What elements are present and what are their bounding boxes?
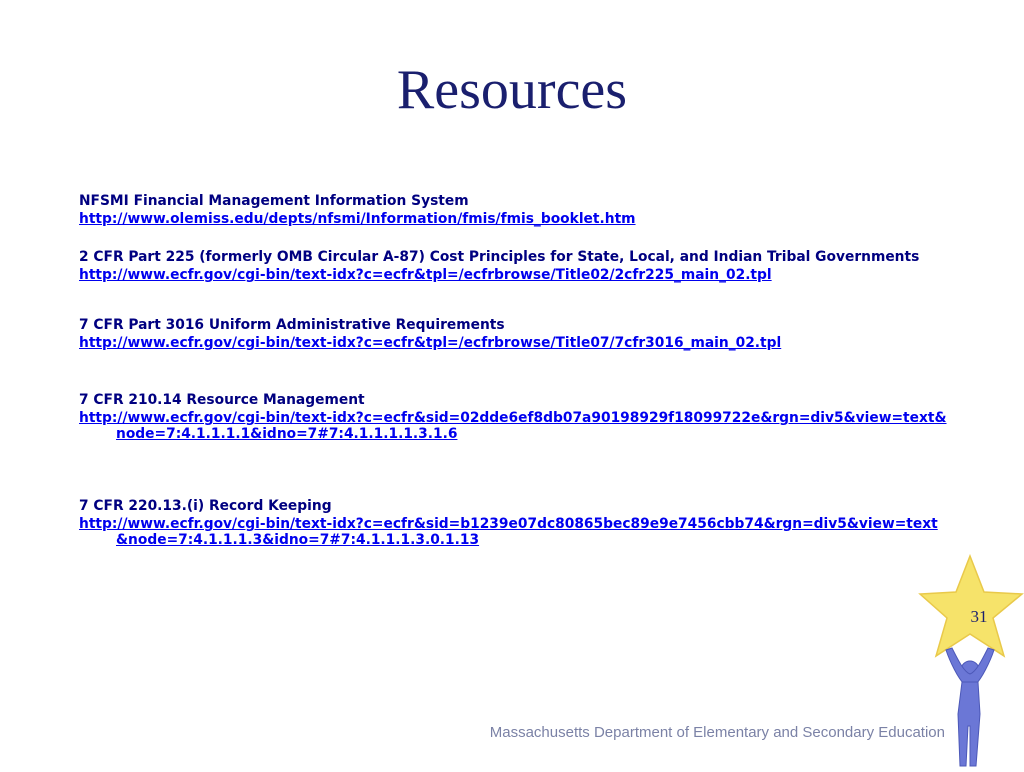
resource-item (79, 391, 949, 442)
resource-item (79, 497, 939, 548)
resource-link[interactable]: http://www.ecfr.gov/cgi-bin/text-idx?c=ecfr&sid=b1239e07dc80865bec89e9e7456cbb74&rgn=div5&view=text&node=7:4.1.1.1.3&idno=7#7:4.1.1.1.3.0.1.13 (79, 516, 938, 548)
resource-item (79, 192, 636, 227)
resource-heading: 2 CFR Part 225 (formerly OMB Circular A-87) Cost Principles for State, Local, and Indian Tribal Governments (79, 249, 920, 265)
resource-item (79, 248, 919, 283)
slide-number: 31 (970, 607, 988, 626)
resource-heading: 7 CFR Part 3016 Uniform Administrative Requirements (79, 317, 505, 333)
resource-link[interactable]: http://www.ecfr.gov/cgi-bin/text-idx?c=ecfr&tpl=/ecfrbrowse/Title02/2cfr225_main_02.tpl (79, 267, 772, 283)
person-figure-icon (946, 648, 994, 766)
resource-heading: 7 CFR 210.14 Resource Management (79, 392, 365, 408)
star-icon (920, 556, 1022, 656)
footer-text: Massachusetts Department of Elementary and Secondary Education (489, 724, 945, 741)
resource-link[interactable]: http://www.olemiss.edu/depts/nfsmi/Information/fmis/fmis_booklet.htm (79, 211, 636, 227)
resource-link[interactable]: http://www.ecfr.gov/cgi-bin/text-idx?c=ecfr&sid=02dde6ef8db07a90198929f18099722e&rgn=div5&view=text&node=7:4.1.1.1.1&idno=7#7:4.1.1.1.1.3.1.6 (79, 410, 947, 442)
slide-title: Resources (396, 59, 628, 121)
resource-item (79, 316, 781, 351)
resource-heading: NFSMI Financial Management Information System (79, 193, 469, 209)
resource-link[interactable]: http://www.ecfr.gov/cgi-bin/text-idx?c=ecfr&tpl=/ecfrbrowse/Title07/7cfr3016_main_02.tpl (79, 335, 782, 351)
resource-heading: 7 CFR 220.13.(i) Record Keeping (79, 498, 332, 514)
